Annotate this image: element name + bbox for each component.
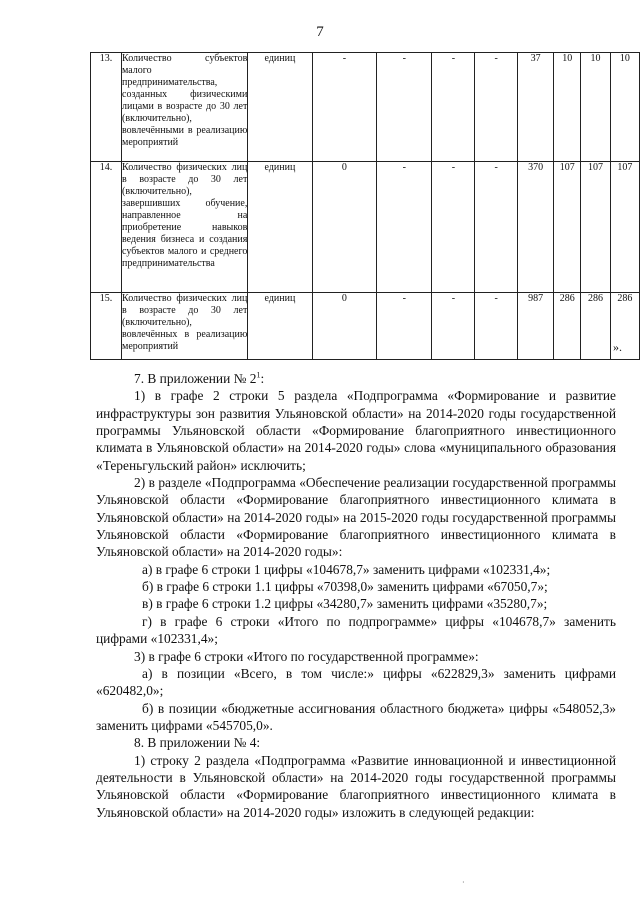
closing-quote: ». [613,340,622,354]
value-cell: 0 [312,162,377,293]
paragraph-7-colon: : [260,371,265,386]
paragraph-7-2-g: г) в графе 6 строки «Итого по подпрограмме» цифры «104678,7» заменить цифрами «102331,4»; [96,613,616,647]
value-cell: 107 [554,162,581,293]
value-cell: - [377,293,432,360]
paragraph-7 [96,370,616,387]
paragraph-7-2-a: а) в графе 6 строки 1 цифры «104678,7» заменить цифрами «102331,4»; [142,561,551,577]
value-cell: 0 [312,293,377,360]
value-cell: 286 [581,293,610,360]
value-cell: 10 [581,53,610,162]
value-cell: 987 [518,293,554,360]
unit-cell: единиц [248,162,312,293]
paragraph-8: 8. В приложении № 4: [134,735,261,751]
value-cell: 107 [610,162,639,293]
unit-cell: единиц [248,293,312,360]
value-cell: 107 [581,162,610,293]
value-cell: - [475,162,518,293]
indicator-name: Количество субъектов малого предпринимательства, созданных физическими лицами в возрасте до 30 лет (включительно), вовлечёнными в реализацию мероприятий [122,53,248,162]
table-row [91,162,640,293]
indicator-name: Количество физических лиц в возрасте до 30 лет (включительно), вовлечённых в реализацию мероприятий [122,293,248,360]
paragraph-7-3: 3) в графе 6 строки «Итого по государственной программе»: [134,648,479,664]
value-cell: - [475,53,518,162]
table-row [91,293,640,360]
scan-mark: · [462,878,465,887]
row-number: 13. [91,53,122,162]
paragraph-7-2: 2) в разделе «Подпрограмма «Обеспечение реализации государственной программы Ульяновской области «Формирование благоприятного инвестиционного климата в Ульяновской области» на 2014-2020 годы» на 2015-2020 годы государственной программы Ульяновской области «Формирование благоприятного инвестиционного климата в Ульяновской области» на 2014-2020 годы»: [96,475,616,560]
row-number: 15. [91,293,122,360]
value-cell: - [432,293,475,360]
paragraph-7-3-b: б) в позиции «бюджетные ассигнования областного бюджета» цифры «548052,3» заменить цифрами «545705,0». [96,700,616,733]
paragraph-7-1: 1) в графе 2 строки 5 раздела «Подпрограмма «Формирование и развитие инфраструктуры зон развития Ульяновской области» на 2014-2020 годы государственной программы Ульяновской области «Формирование благоприятного инвестиционного климата в Ульяновской области» на 2014-2020 годы» слова «муниципального образования «Тереньгульский район» исключить; [96,388,616,473]
page-number: 7 [316,24,324,40]
table-row [91,53,640,162]
indicator-name: Количество физических лиц в возрасте до 30 лет (включительно), завершивших обучение, направленное на приобретение навыков ведения бизнеса и создания субъектов малого и среднего предпринимательства [122,162,248,293]
unit-cell: единиц [248,53,312,162]
row-number: 14. [91,162,122,293]
value-cell: - [312,53,377,162]
paragraph-7-text: 7. В приложении № 2 [134,371,257,386]
value-cell: 10 [610,53,639,162]
indicators-table [90,52,640,360]
value-cell: 286 [610,293,639,360]
value-cell: - [432,53,475,162]
value-cell: 286 [554,293,581,360]
value-cell: 370 [518,162,554,293]
paragraph-8-1: 1) строку 2 раздела «Подпрограмма «Развитие инновационной и инвестиционной деятельности в Ульяновской области» на 2014-2020 годы государственной программы Ульяновской области «Формирование благоприятного инвестиционного климата в Ульяновской области» на 2014-2020 годы» изложить в следующей редакции: [96,752,616,820]
value-cell: - [475,293,518,360]
value-cell: - [432,162,475,293]
value-cell: 37 [518,53,554,162]
paragraph-7-3-a: а) в позиции «Всего, в том числе:» цифры «622829,3» заменить цифрами «620482,0»; [96,665,616,699]
paragraph-7-2-b: б) в графе 6 строки 1.1 цифры «70398,0» заменить цифрами «67050,7»; [142,579,548,595]
value-cell: 10 [554,53,581,162]
footnote-sup: 1 [256,370,261,380]
value-cell: - [377,162,432,293]
amendment-text [96,370,616,821]
value-cell: - [377,53,432,162]
paragraph-7-2-v: в) в графе 6 строки 1.2 цифры «34280,7» заменить цифрами «35280,7»; [142,596,548,612]
